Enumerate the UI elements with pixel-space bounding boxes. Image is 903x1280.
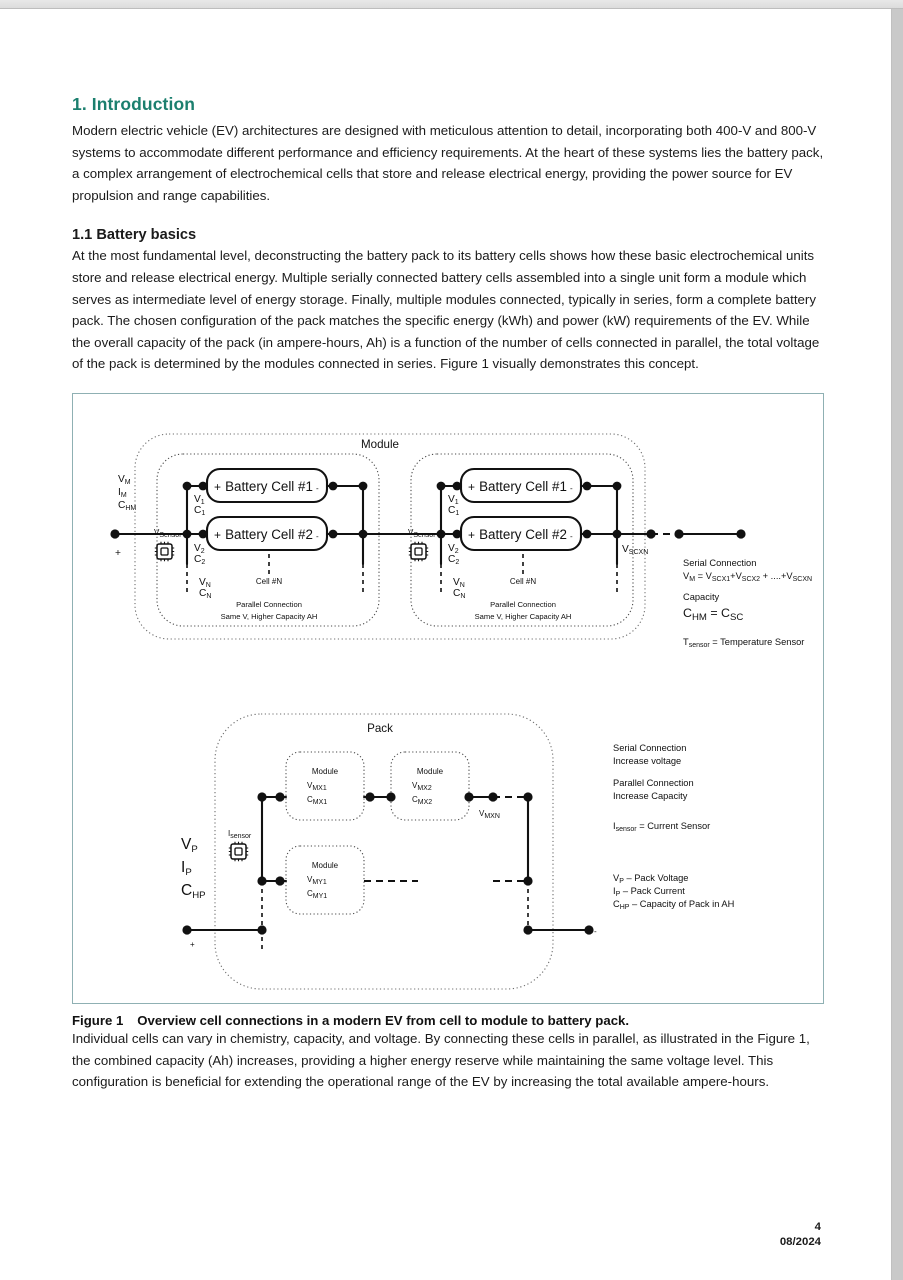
pack-isensor-label: Isensor [228, 828, 252, 840]
viewer-top-chrome [0, 0, 903, 9]
module-vm-label: VM [118, 473, 131, 486]
module-diagram-group [110, 434, 812, 649]
pack-module-my1-capacity: CMY1 [307, 888, 328, 900]
module-positive-terminal: + [115, 547, 121, 559]
module-legend-serial-title: Serial Connection [683, 557, 757, 568]
battery-architecture-diagram [73, 394, 823, 1003]
pack-legend-serial-title: Serial Connection [613, 742, 687, 753]
closing-paragraph: Individual cells can vary in chemistry, capacity, and voltage. By connecting these cells in parallel, as illustrated in the Figure 1, the combined capacity (Ah) increases, providing a higher energy reserve while maintaining the same voltage level. This configuration is beneficial for extending the operational range of the EV by increasing the total available ampere-hours. [72, 1030, 810, 1090]
cell-1-connection-type: Parallel Connection [236, 599, 302, 609]
cell-2-1-positive: + [468, 479, 476, 494]
module-legend-serial-formula: $V_M = V_{SCX1}+V_{SCX2} + ....+V_{SCXN}$ [683, 570, 813, 583]
cell-2-2-negative: - [570, 531, 573, 541]
module-chm-label: CHM [118, 499, 137, 512]
pack-module-mx1-voltage: VMX1 [307, 780, 327, 792]
cell-1-c1-label: C1 [194, 504, 206, 517]
pack-legend-isensor: $I_{sensor}$ = Current Sensor [613, 820, 711, 833]
cell-1-c2-label: C2 [194, 553, 206, 566]
chip-icon [155, 542, 174, 561]
cell-1-v1-label: V1 [194, 493, 205, 506]
document-page [0, 9, 892, 1280]
cell-1-2-label: Battery Cell #2 [225, 526, 313, 542]
figure-caption [72, 1013, 824, 1028]
pack-module-mx2-capacity: CMX2 [412, 794, 433, 806]
module-legend-tsensor: $T_{sensor}$ = Temperature Sensor [683, 636, 805, 649]
footer-date: 08/2024 [779, 1236, 821, 1248]
pack-legend-vp: $V_P$ – Pack Voltage [613, 872, 689, 885]
subsection-heading: 1.1 Battery basics [72, 227, 197, 244]
chip-icon [409, 542, 428, 561]
module-im-label: IM [118, 486, 127, 499]
pack-module-my1-title: Module [311, 860, 339, 870]
cell-1-1-positive: + [214, 479, 222, 494]
cell-2-vn-label: VN [453, 576, 465, 589]
cell-2-c1-label: C1 [448, 504, 460, 517]
pack-positive-terminal: + [190, 939, 195, 949]
pack-legend-ip: $I_P$ – Pack Current [613, 885, 685, 898]
cell-1-connection-note: Same V, Higher Capacity AH [220, 611, 318, 621]
pack-chp-label: CHP [181, 881, 206, 901]
cell-2-1-negative: - [570, 483, 573, 493]
pack-vmxn-label: VMXN [479, 808, 500, 820]
pack-ip-label: IP [181, 858, 192, 878]
cell-1-n-label: Cell #N [255, 576, 283, 586]
cell-2-2-label: Battery Cell #2 [479, 526, 567, 542]
intro-paragraph: Modern electric vehicle (EV) architectures are designed with meticulous attention to detail, incorporating both 400-V and 800-V systems to accommodate different performance and efficiency requirements. At the heart of these systems lies the battery pack, a complex arrangement of electrochemical cells that store and release electrical energy, providing the power source for EV propulsion and range capabilities. [72, 123, 824, 203]
pack-negative-terminal: - [594, 926, 597, 936]
cell-2-cn-label: CN [453, 587, 466, 600]
cell-2-2-positive: + [468, 527, 476, 542]
chip-icon [229, 842, 248, 861]
cell-1-1-negative: - [316, 483, 319, 493]
battery-basics-paragraph: At the most fundamental level, deconstructing the battery pack to its battery cells shows how these basic electrochemical units store and release electrical energy. Multiple serially connected battery cells assembled into a single unit form a module which serves as intermediate level of energy storage. Finally, multiple modules connected, typically in series, form a complete battery pack. The chosen configuration of the pack matches the specific energy (kWh) and power (kW) requirements of the EV. While the overall capacity of the pack (in ampere-hours, Ah) is a function of the number of cells connected in parallel, the total voltage of the pack is determined by the modules connected in series. Figure 1 visually demonstrates this concept. [72, 248, 820, 372]
figure-1-container [72, 393, 824, 1004]
cell-1-v2-label: V2 [194, 542, 205, 555]
vscxn-label: VSCXN [622, 543, 649, 556]
cell-1-2-positive: + [214, 527, 222, 542]
pack-module-mx1-capacity: CMX1 [307, 794, 328, 806]
figure-caption-label: Figure 1 [72, 1012, 124, 1028]
cell-2-connection-type: Parallel Connection [490, 599, 556, 609]
pack-module-my1-voltage: VMY1 [307, 874, 327, 886]
section-heading: 1. Introduction [72, 94, 196, 114]
cell-1-vn-label: VN [199, 576, 211, 589]
cell-2-v2-label: V2 [448, 542, 459, 555]
pack-module-mx1-title: Module [311, 766, 339, 776]
pack-outer-boundary [215, 714, 553, 989]
page-content [72, 94, 824, 1093]
cell-1-2-negative: - [316, 531, 319, 541]
figure-caption-text: Overview cell connections in a modern EV from cell to module to battery pack. [137, 1012, 630, 1028]
pack-legend-parallel-desc: Increase Capacity [613, 790, 688, 801]
pack-diagram-group [181, 714, 734, 989]
module-legend-capacity-formula: $C_{HM} = C_{SC}$ [683, 605, 744, 623]
pack-title: Pack [367, 721, 393, 735]
cell-2-v1-label: V1 [448, 493, 459, 506]
module-vsensor-label-2: VSensor [408, 527, 436, 539]
cell-1-cn-label: CN [199, 587, 212, 600]
cell-1-1-label: Battery Cell #1 [225, 478, 313, 494]
pack-legend-serial-desc: Increase voltage [613, 755, 682, 766]
pack-module-mx2-voltage: VMX2 [412, 780, 432, 792]
footer-page-number: 4 [814, 1221, 821, 1233]
cell-2-1-label: Battery Cell #1 [479, 478, 567, 494]
pack-legend-chp: $C_{HP}$ – Capacity of Pack in AH [613, 898, 735, 911]
cell-2-c2-label: C2 [448, 553, 460, 566]
pack-legend-parallel-title: Parallel Connection [613, 777, 694, 788]
page-footer [780, 1220, 821, 1250]
pack-module-mx2-title: Module [416, 766, 444, 776]
module-legend-capacity-title: Capacity [683, 591, 720, 602]
cell-2-connection-note: Same V, Higher Capacity AH [474, 611, 572, 621]
module-vsensor-label-1: VSensor [154, 527, 182, 539]
pack-vp-label: VP [181, 835, 198, 855]
module-title: Module [360, 437, 400, 451]
cell-2-n-label: Cell #N [509, 576, 537, 586]
